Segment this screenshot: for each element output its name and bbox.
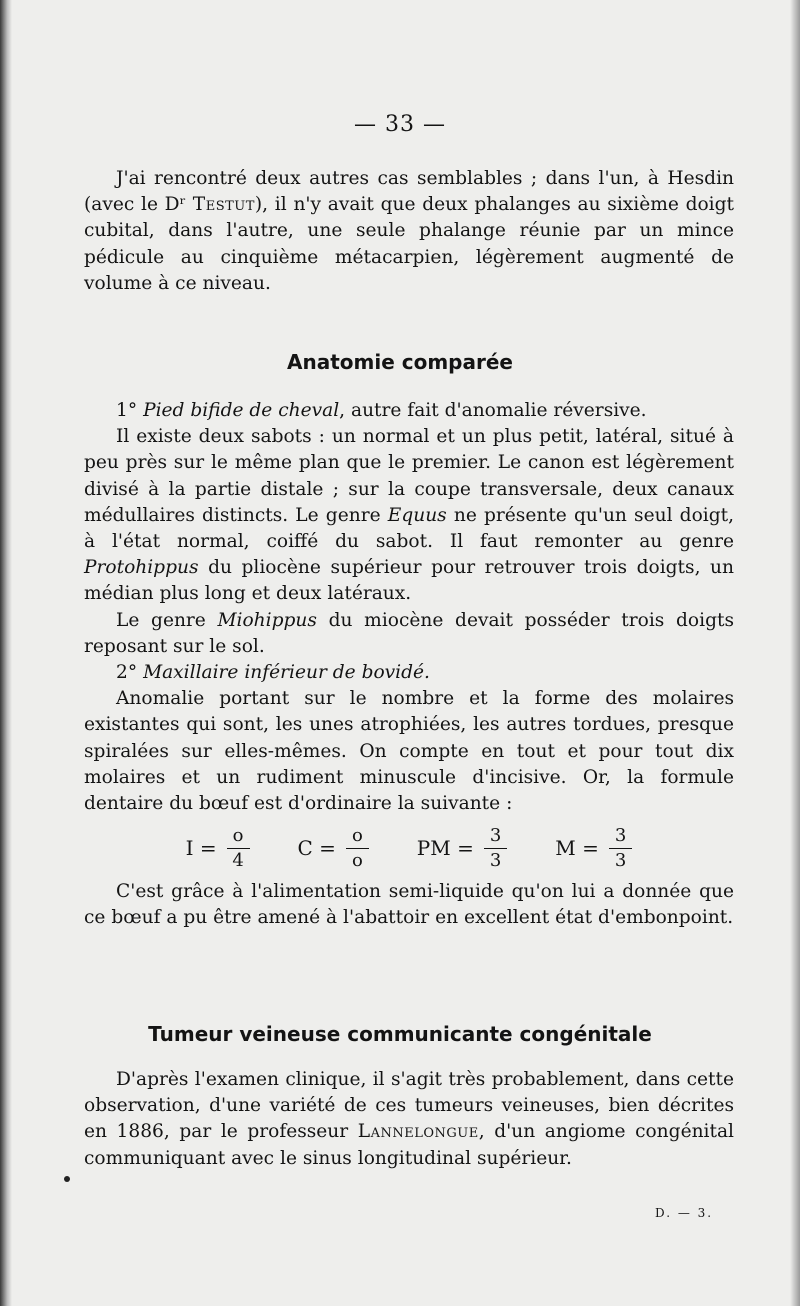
anatomie-comparee-block	[84, 398, 734, 932]
author-name-testut: Testut	[192, 194, 255, 216]
section-heading-anatomie-comparee: Anatomie comparée	[287, 350, 513, 374]
genus-equus: Equus	[387, 504, 447, 526]
page-right-edge-shadow	[790, 0, 800, 1306]
paragraph-miohippus: Le genre Miohippus du miocène devait posséder trois doigts reposant sur le sol.	[84, 609, 734, 657]
formula-term-molars: M = $\frac{3}{3}$	[555, 824, 632, 873]
intro-paragraph-block	[84, 166, 734, 297]
formula-term-premolars: PM = $\frac{3}{3}$	[417, 824, 508, 873]
paragraph-examen-clinique: D'après l'examen clinique, il s'agit très probablement, dans cette observation, d'une variété de ces tumeurs veineuses, bien décrites en 1886, par le professeur Lannelongue, d'un angiome congénital communiquant avec le sinus longitudinal supérieur.	[84, 1069, 734, 1169]
item-pied-bifide: 1° Pied bifide de cheval, autre fait d'anomalie réversive.	[116, 400, 647, 421]
item-title-pied-bifide: Pied bifide de cheval	[143, 400, 340, 421]
fraction-incisors: $\frac{o}{4}$	[227, 824, 250, 873]
page-left-edge-shadow	[0, 0, 12, 1306]
page-number: — 33 —	[354, 112, 446, 137]
paragraph-molaires: Anomalie portant sur le nombre et la forme des molaires existantes qui sont, les unes atrophiées, les autres tordues, presque spiralées sur elles-mêmes. On compte en tout et pour tout dix molaires et un rudiment minuscule d'incisive. Or, la formule dentaire du bœuf est d'ordinaire la suivante :	[84, 688, 734, 815]
formula-term-incisors: I = $\frac{o}{4}$	[186, 824, 250, 873]
paragraph-alimentation: C'est grâce à l'alimentation semi-liquide qu'on lui a donnée que ce bœuf a pu être amené à l'abattoir en excellent état d'embonpoint.	[84, 881, 734, 929]
item-maxillaire: 2° Maxillaire inférieur de bovidé.	[116, 662, 430, 684]
paragraph-hesdin-case: J'ai rencontré deux autres cas semblables ; dans l'un, à Hesdin (avec le Dʳ Testut), il n'y avait que deux phalanges au sixième doigt cubital, dans l'autre, une seule phalange réunie par un mince pédicule au cinquième métacarpien, légèrement augmenté de volume à ce niveau.	[84, 168, 734, 294]
fraction-premolars: $\frac{3}{3}$	[484, 824, 507, 873]
fraction-canines: $\frac{o}{o}$	[346, 824, 369, 873]
genus-protohippus: Protohippus	[84, 557, 199, 579]
author-name-lannelongue: Lannelongue	[357, 1121, 479, 1143]
genus-miohippus: Miohippus	[217, 609, 317, 631]
tumeur-veineuse-block	[84, 1067, 734, 1172]
paragraph-sabots: Il existe deux sabots : un normal et un plus petit, latéral, situé à peu près sur le même plan que le premier. Le canon est légèrement divisé à la partie distale ; sur la coupe transversale, deux canaux médullaires distincts. Le genre Equus ne présente qu'un seul doigt, à l'état normal, coiffé du sabot. Il faut remonter au genre Protohippus du pliocène supérieur pour retrouver trois doigts, un médian plus long et deux latéraux.	[84, 426, 735, 605]
formula-term-canines: C = $\frac{o}{o}$	[298, 824, 369, 873]
dental-formula	[84, 817, 734, 879]
section-heading-tumeur-veineuse: Tumeur veineuse communicante congénitale	[148, 1022, 652, 1046]
fraction-molars: $\frac{3}{3}$	[609, 824, 632, 873]
margin-dot-mark	[64, 1176, 70, 1182]
printer-signature: D. — 3.	[655, 1206, 714, 1220]
item-title-maxillaire: Maxillaire inférieur de bovidé.	[143, 662, 430, 684]
